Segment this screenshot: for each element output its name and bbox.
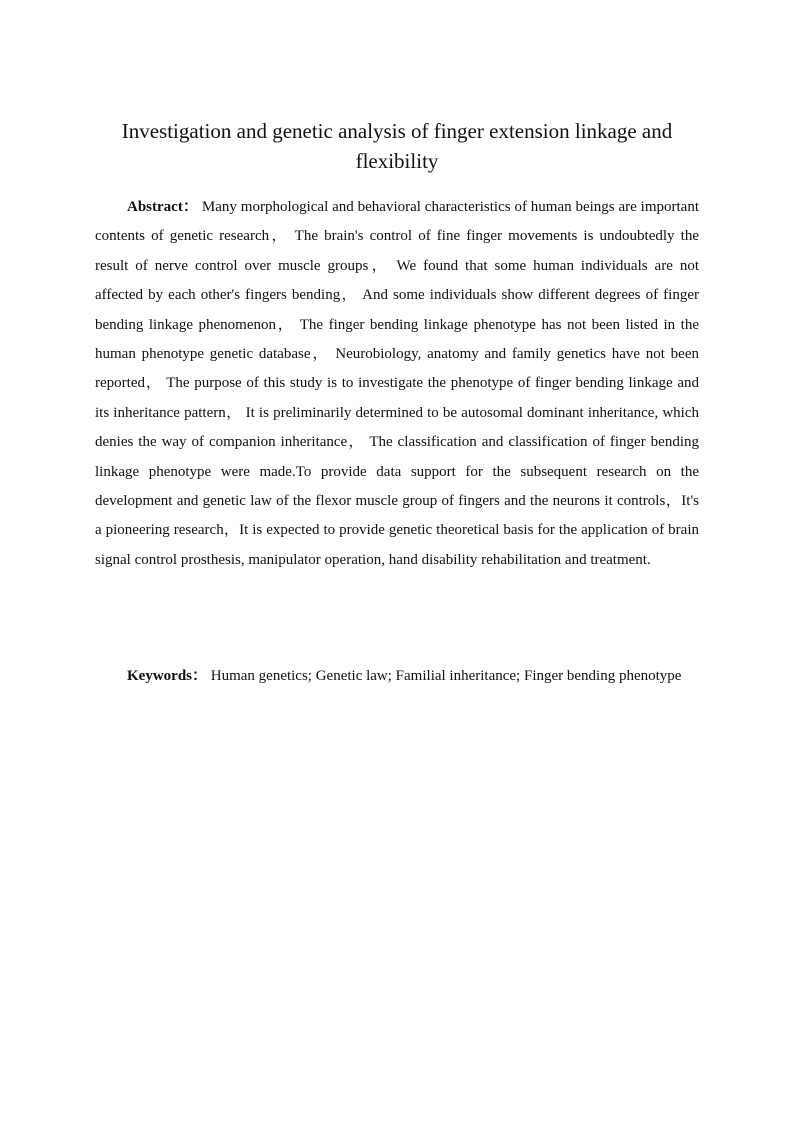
keywords-paragraph bbox=[95, 662, 699, 691]
keywords-text: Human genetics; Genetic law; Familial inheritance; Finger bending phenotype bbox=[210, 668, 682, 684]
abstract-label: Abstract： bbox=[127, 199, 199, 215]
abstract-text: Many morphological and behavioral characteristics of human beings are important contents of genetic research， The brain's control of fine finger movements is undoubtedly the result of nerve control over muscle groups， We found that some human individuals are not affected by each other's fingers bending， And some individuals show different degrees of finger bending linkage phenomenon， The finger bending linkage phenotype has not been listed in the human phenotype genetic database， Neurobiology, anatomy and family genetics have not been reported， The purpose of this study is to investigate the phenotype of finger bending linkage and its inheritance pattern， It is preliminarily determined to be autosomal dominant inheritance, which denies the way of companion inheritance， The classification and classification of finger bending linkage phenotype were made.To provide data support for the subsequent research on the development and genetic law of the flexor muscle group of fingers and the neurons it controls，It's a pioneering research，It is expected to provide genetic theoretical basis for the application of brain signal control prosthesis, manipulator operation, hand disability rehabilitation and treatment. bbox=[95, 199, 700, 568]
abstract-paragraph bbox=[95, 193, 699, 575]
paper-title: Investigation and genetic analysis of finger extension linkage and flexibility bbox=[121, 119, 673, 173]
keywords-label: Keywords： bbox=[127, 668, 207, 684]
